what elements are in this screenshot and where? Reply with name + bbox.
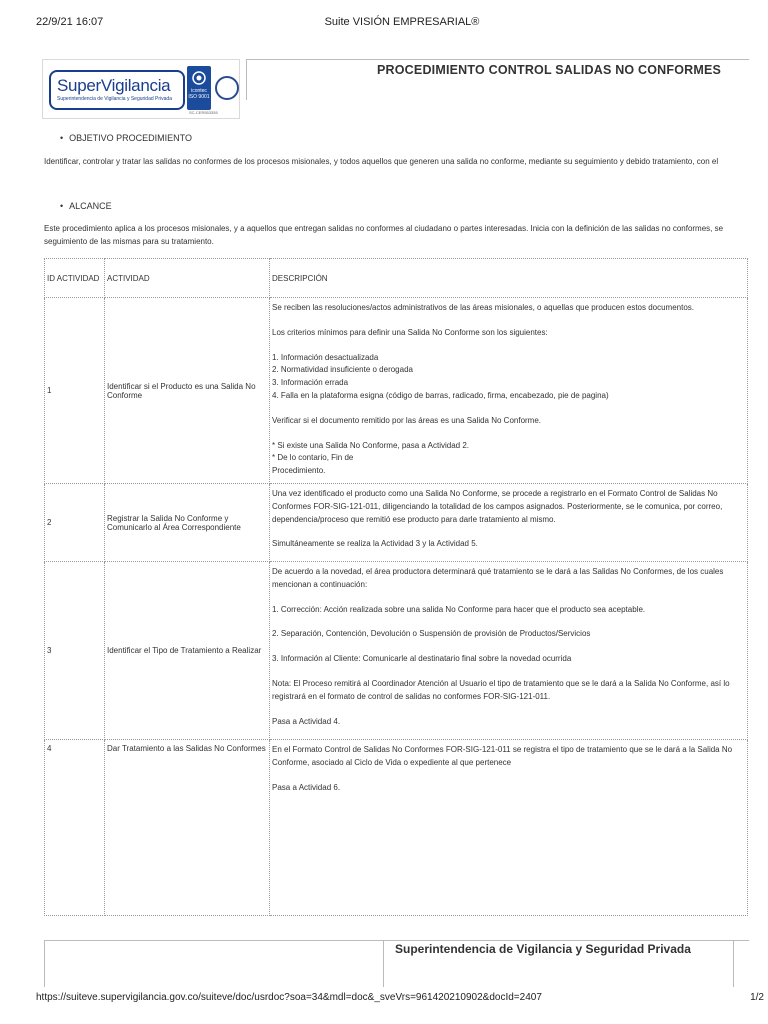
desc-line: 3. Información al Cliente: Comunicarle al destinatario final sobre la novedad ocurrida bbox=[272, 654, 572, 664]
row-description bbox=[270, 298, 748, 484]
desc-line: De acuerdo a la novedad, el área productora determinará qué tratamiento se le dará a las Salidas No Conformes, de los cuales mencionan a continuación: bbox=[272, 567, 724, 589]
desc-line: Una vez identificado el producto como una Salida No Conforme, se procede a registrarlo en el Formato Control de Salidas No Conformes FOR-SIG-121-011, diligenciando la totalidad de los campos asignados. Posteriormente, se le comunica, por correo, dependencia/proceso que remitió ese producto para darle tratamiento al mismo. bbox=[272, 489, 723, 524]
header-description: DESCRIPCIÓN bbox=[270, 259, 748, 298]
title-box bbox=[246, 59, 749, 100]
iso-label: ISO 9001 bbox=[188, 94, 210, 100]
desc-line: 2. Separación, Contención, Devolución o Suspensión de provisión de Productos/Servicios bbox=[272, 629, 591, 639]
activities-table bbox=[44, 258, 748, 916]
icontec-badge-icon bbox=[187, 66, 211, 110]
row-id: 4 bbox=[45, 740, 105, 916]
desc-line: 3. Información errada bbox=[272, 378, 349, 388]
row-description bbox=[270, 740, 748, 916]
print-header bbox=[36, 16, 768, 32]
desc-line: Pasa a Actividad 4. bbox=[272, 716, 341, 726]
scope-text: Este procedimiento aplica a los procesos misionales, y a aquellos que entregan salidas no conformes al ciudadano o partes interesadas. Inicia con la definición de las salidas no conformes, se seguimiento de las mismas para su tratamiento. bbox=[44, 224, 724, 246]
document-header bbox=[36, 55, 748, 121]
desc-line: 1. Información desactualizada bbox=[272, 352, 379, 362]
print-title: Suite VISIÓN EMPRESARIAL® bbox=[324, 16, 480, 28]
certificate-number: SC-CER553355 bbox=[189, 110, 218, 115]
row-id: 1 bbox=[45, 298, 105, 484]
desc-line: 4. Falla en la plataforma esigna (código de barras, radicado, firma, encabezado, pie de pagina) bbox=[272, 390, 609, 400]
desc-line: Verificar si el documento remitido por las áreas es una Salida No Conforme. bbox=[272, 415, 542, 425]
print-url[interactable]: https://suiteve.supervigilancia.gov.co/suiteve/doc/usrdoc?soa=34&mdl=doc&_sveVrs=961420210902&docId=2407 bbox=[36, 992, 542, 1003]
table-row bbox=[45, 740, 748, 916]
company-logo bbox=[42, 59, 240, 119]
table-row bbox=[45, 562, 748, 740]
desc-line: * Si existe una Salida No Conforme, pasa a Actividad 2. bbox=[272, 440, 469, 450]
table-header-row bbox=[45, 259, 748, 298]
row-activity: Dar Tratamiento a las Salidas No Conformes bbox=[105, 740, 270, 916]
scope-heading: • ALCANCE bbox=[60, 201, 112, 211]
desc-line: En el Formato Control de Salidas No Conformes FOR-SIG-121-011 se registra el tipo de tratamiento que se le dará a la Salida No Conforme, asociado al Ciclo de Vida o expediente al que pertenece bbox=[272, 745, 733, 767]
desc-line: * De lo contario, Fin de bbox=[272, 453, 354, 463]
row-id: 3 bbox=[45, 562, 105, 740]
desc-line: 1. Corrección: Acción realizada sobre una salida No Conforme para hacer que el producto sea aceptable. bbox=[272, 604, 646, 614]
row-activity: Identificar si el Producto es una Salida No Conforme bbox=[105, 298, 270, 484]
print-date: 22/9/21 16:07 bbox=[36, 16, 104, 28]
footer-divider bbox=[733, 941, 734, 987]
logo-brand-name: SuperVigilancia bbox=[57, 76, 171, 95]
document-title: PROCEDIMIENTO CONTROL SALIDAS NO CONFORMES bbox=[377, 63, 722, 77]
header-activity: ACTIVIDAD bbox=[105, 259, 270, 298]
desc-line: Nota: El Proceso remitirá al Coordinador Atención al Usuario el tipo de tratamiento que se le dará a la Salida No Conforme, así lo registrará en el formato de control de salidas no conformes FOR-SIG-121-011. bbox=[272, 678, 730, 701]
footer-divider bbox=[383, 941, 384, 987]
footer-org-name: Superintendencia de Vigilancia y Seguridad Privada bbox=[395, 942, 691, 956]
supervigilancia-logo bbox=[49, 70, 185, 110]
desc-line: Procedimiento. bbox=[272, 466, 326, 476]
row-description bbox=[270, 484, 748, 562]
icontec-label: icontec bbox=[191, 88, 207, 94]
desc-line: Se reciben las resoluciones/actos administrativos de las áreas misionales, o aquellas que producen estos documentos. bbox=[272, 303, 695, 312]
desc-line: 2. Normatividad insuficiente o derogada bbox=[272, 365, 413, 375]
row-description bbox=[270, 562, 748, 740]
row-id: 2 bbox=[45, 484, 105, 562]
footer-box bbox=[44, 940, 749, 987]
desc-line: Pasa a Actividad 6. bbox=[272, 782, 341, 792]
desc-line: Los criterios mínimos para definir una Salida No Conforme son los siguientes: bbox=[272, 327, 548, 337]
objective-heading: • OBJETIVO PROCEDIMIENTO bbox=[60, 133, 192, 143]
desc-line: Simultáneamente se realiza la Actividad 3 y la Actividad 5. bbox=[272, 539, 478, 549]
row-activity: Registrar la Salida No Conforme y Comunicarlo al Área Correspondiente bbox=[105, 484, 270, 562]
print-page-number: 1/2 bbox=[750, 992, 764, 1003]
objective-text: Identificar, controlar y tratar las salidas no conformes de los procesos misionales, y todos aquellos que generen una salida no conforme, mediante su seguimiento y debido tratamiento, con el bbox=[44, 157, 719, 166]
table-row bbox=[45, 298, 748, 484]
iqnet-logo-icon bbox=[215, 76, 239, 100]
row-activity: Identificar el Tipo de Tratamiento a Realizar bbox=[105, 562, 270, 740]
header-id: ID ACTIVIDAD bbox=[45, 259, 105, 298]
logo-brand-sub: Superintendencia de Vigilancia y Seguridad Privada bbox=[57, 96, 172, 102]
table-row bbox=[45, 484, 748, 562]
